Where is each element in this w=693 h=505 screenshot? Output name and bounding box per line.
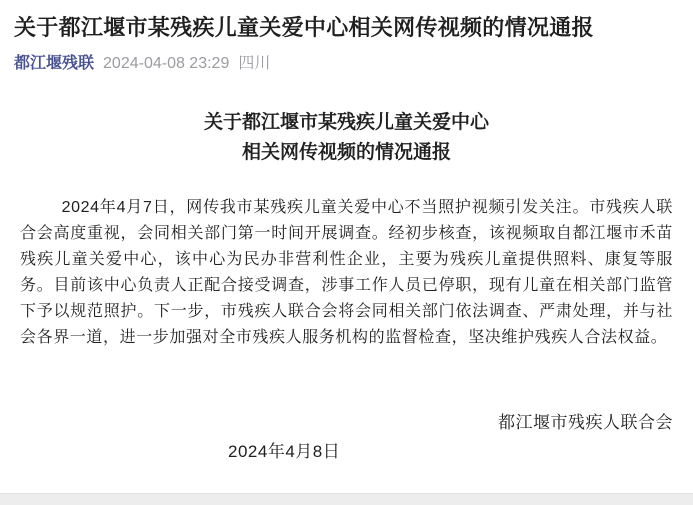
- post-location: 四川: [238, 55, 271, 72]
- document-title-line2: 相关网传视频的情况通报: [241, 142, 451, 163]
- author-link[interactable]: 都江堰残联: [14, 55, 95, 72]
- article-body: [0, 108, 693, 464]
- document-paragraph: 2024年4月7日，网传我市某残疾儿童关爱中心不当照护视频引发关注。市残疾人联合会高度重视，会同相关部门第一时间开展调查。经初步核查，该视频取自都江堰市禾苗残疾儿童关爱中心，该中心为民办非营利性企业，主要为残疾儿童提供照料、康复等服务。目前该中心负责人正配合接受调查，涉事工作人员已停职，现有儿童在相关部门监管下予以规范照护。下一步，市残疾人联合会将会同相关部门依法调查、严肃处理，并与社会各界一道，进一步加强对全市残疾人服务机构的监督检查，坚决维护残疾人合法权益。: [20, 199, 673, 346]
- document-signature: 都江堰市残疾人联合会: [498, 413, 673, 432]
- byline: [0, 53, 693, 75]
- document-date: 2024年4月8日: [228, 442, 341, 461]
- document-title-line1: 关于都江堰市某残疾儿童关爱中心: [203, 112, 489, 133]
- document-title: [20, 108, 673, 168]
- post-timestamp: 2024-04-08 23:29: [103, 55, 230, 72]
- post-title: 关于都江堰市某残疾儿童关爱中心相关网传视频的情况通报: [14, 15, 594, 40]
